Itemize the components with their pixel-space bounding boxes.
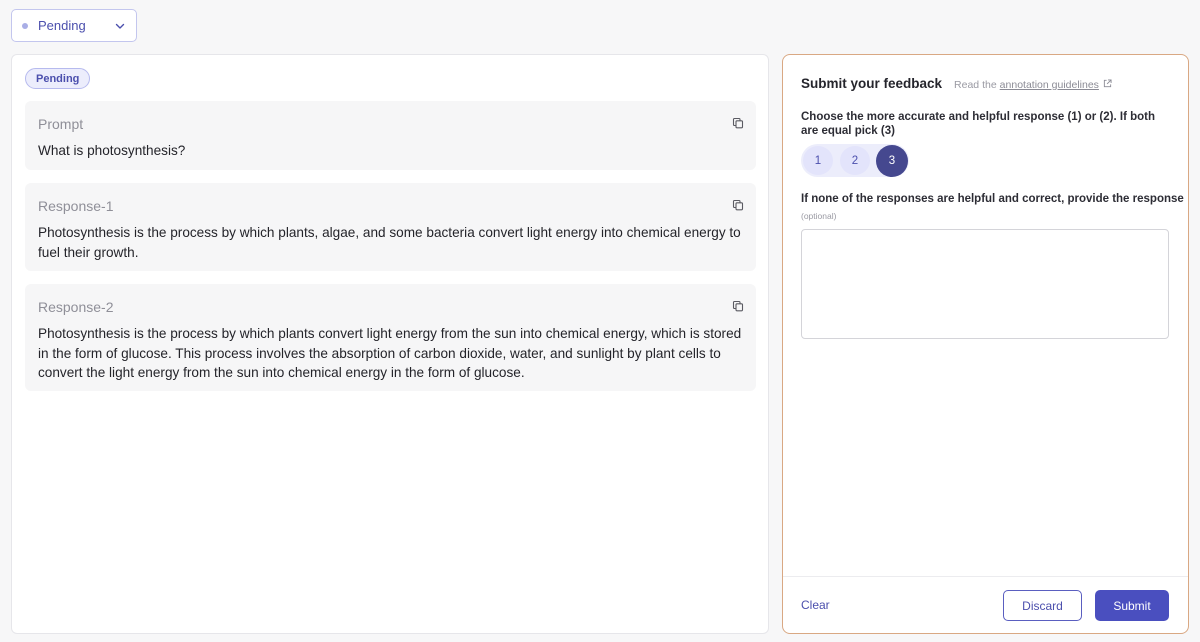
copy-icon[interactable] (732, 300, 744, 312)
choice-1-button[interactable]: 1 (803, 146, 833, 175)
submit-button[interactable]: Submit (1095, 590, 1169, 621)
status-filter-value: Pending (38, 18, 86, 33)
prompt-card (25, 101, 756, 170)
response-1-title: Response-1 (38, 198, 114, 214)
status-filter-dropdown[interactable] (11, 9, 137, 42)
choice-2-button[interactable]: 2 (840, 146, 870, 175)
status-dot-icon (22, 23, 28, 29)
status-badge: Pending (25, 68, 90, 89)
chevron-down-icon (114, 20, 126, 32)
feedback-header (801, 76, 1112, 91)
discard-button[interactable]: Discard (1003, 590, 1082, 621)
footer-divider (783, 576, 1188, 577)
custom-response-textarea[interactable] (801, 229, 1169, 339)
prompt-text: What is photosynthesis? (38, 143, 186, 158)
prompt-title: Prompt (38, 116, 84, 132)
custom-response-label: If none of the responses are helpful and correct, provide the response (801, 193, 1184, 205)
choice-3-button[interactable]: 3 (876, 145, 908, 177)
response-2-title: Response-2 (38, 299, 114, 315)
copy-icon[interactable] (732, 199, 744, 211)
response-1-card (25, 183, 756, 271)
response-1-text: Photosynthesis is the process by which plants, algae, and some bacteria convert light energy into chemical energy to fuel their growth. (38, 225, 741, 260)
copy-icon[interactable] (732, 117, 744, 129)
choice-question: Choose the more accurate and helpful response (1) or (2). If both are equal pick (3) (801, 111, 1155, 137)
guidelines-prefix: Read the (954, 79, 997, 91)
response-2-text: Photosynthesis is the process by which plants convert light energy from the sun into chemical energy, which is stored in the form of glucose. This process involves the absorption of carbon dioxide, water, and sunlight by plant cells to convert the light energy from the sun into chemical energy in the form of glucose. (38, 326, 742, 380)
task-panel (11, 54, 769, 634)
clear-button[interactable]: Clear (801, 598, 830, 612)
optional-hint: (optional) (801, 211, 837, 221)
feedback-panel (782, 54, 1189, 634)
response-choice-group (801, 144, 909, 177)
feedback-title: Submit your feedback (801, 76, 943, 91)
response-2-card (25, 284, 756, 391)
external-link-icon[interactable] (1103, 79, 1112, 88)
annotation-guidelines-link[interactable]: annotation guidelines (999, 79, 1099, 91)
